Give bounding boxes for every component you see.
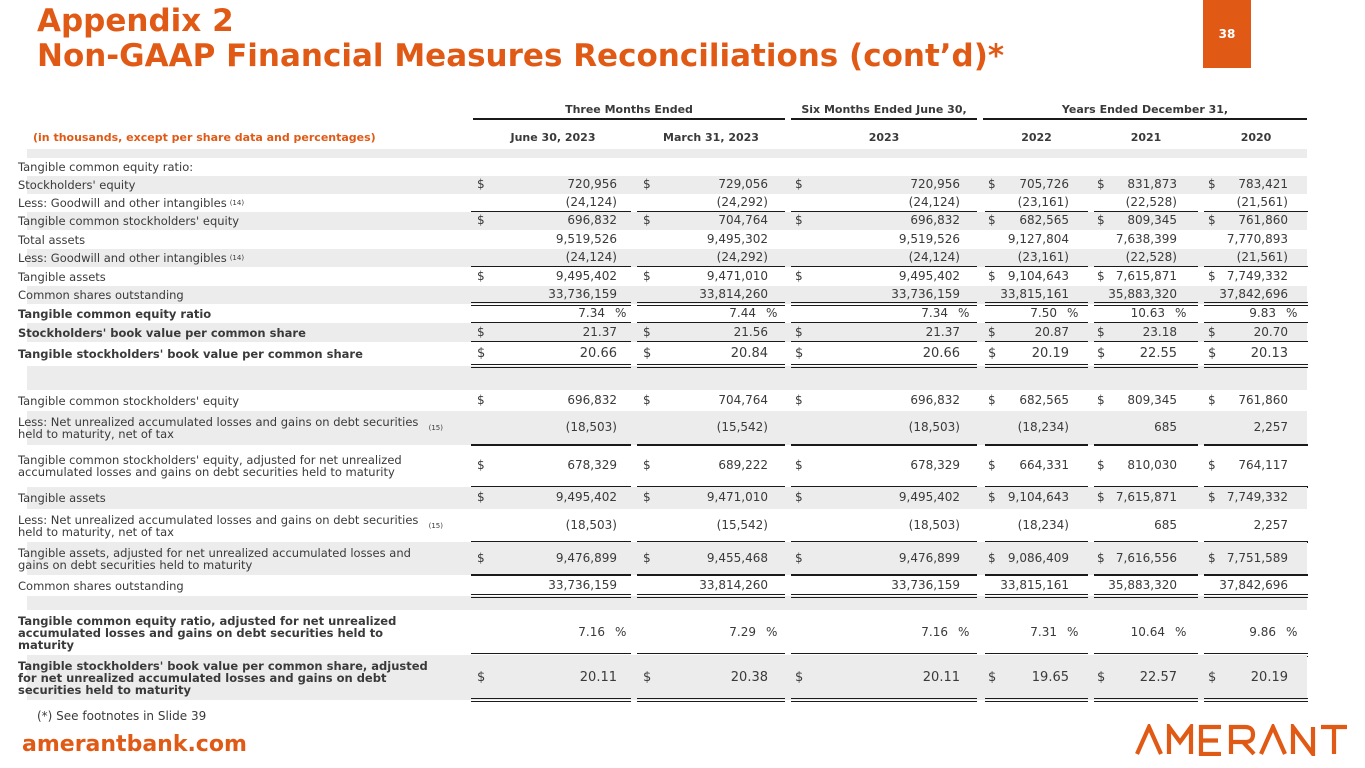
double-underline <box>791 698 977 702</box>
currency-symbol: $ <box>1097 550 1105 565</box>
value-cell: 9.83 <box>1249 306 1276 320</box>
column-header: March 31, 2023 <box>663 131 759 144</box>
currency-symbol: $ <box>1097 669 1106 685</box>
value-cell: 37,842,696 <box>1219 287 1288 301</box>
value-cell: 9,495,402 <box>555 269 617 283</box>
value-cell: 35,883,320 <box>1108 577 1177 592</box>
value-cell: 9,455,468 <box>706 550 768 565</box>
value-cell: 761,860 <box>1238 392 1288 407</box>
page-number-badge: 38 <box>1203 0 1251 68</box>
row-label-text: Less: Net unrealized accumulated losses and gains on debt securities held to maturity, net of tax <box>18 415 419 441</box>
value-cell: 7,770,893 <box>1226 232 1288 246</box>
currency-symbol: $ <box>1097 392 1105 407</box>
double-underline <box>471 698 631 702</box>
row-label-text: Total assets <box>18 233 86 247</box>
row-label <box>18 194 438 212</box>
row-label-text: Tangible common equity ratio <box>18 307 212 321</box>
value-cell: 21.37 <box>582 324 617 339</box>
currency-symbol: $ <box>1208 213 1216 227</box>
row-label-text: Tangible common stockholders' equity <box>18 393 240 408</box>
value-cell: (15,542) <box>716 420 768 434</box>
value-cell: 7,615,871 <box>1115 269 1177 283</box>
website-url[interactable]: amerantbank.com <box>22 732 247 757</box>
value-cell: (23,161) <box>1017 195 1069 209</box>
currency-symbol: $ <box>477 177 485 191</box>
currency-symbol: $ <box>643 392 651 407</box>
currency-symbol: $ <box>643 550 651 565</box>
value-cell: 678,329 <box>567 458 617 472</box>
value-cell: 19.65 <box>1031 669 1069 685</box>
currency-symbol: $ <box>988 550 996 565</box>
value-cell: (22,528) <box>1125 195 1177 209</box>
value-cell: (24,292) <box>716 195 768 209</box>
percent-symbol: % <box>766 306 778 320</box>
currency-symbol: $ <box>1097 324 1105 339</box>
value-cell: 37,842,696 <box>1219 577 1288 592</box>
row-label <box>18 249 438 267</box>
currency-symbol: $ <box>988 458 996 472</box>
footnote: (*) See footnotes in Slide 39 <box>37 709 207 723</box>
value-cell: 7.34 <box>578 306 605 320</box>
currency-symbol: $ <box>477 324 485 339</box>
value-cell: 33,815,161 <box>1000 577 1069 592</box>
column-header: 2022 <box>1021 131 1052 144</box>
currency-symbol: $ <box>988 490 996 504</box>
currency-symbol: $ <box>643 458 651 472</box>
row-label-text: Tangible stockholders' book value per common share <box>18 347 363 361</box>
row-label <box>18 509 443 542</box>
currency-symbol: $ <box>643 346 652 361</box>
currency-symbol: $ <box>1208 392 1216 407</box>
value-cell: 7.29 <box>729 624 756 639</box>
value-cell: 682,565 <box>1019 392 1069 407</box>
currency-symbol: $ <box>988 392 996 407</box>
double-underline <box>1094 698 1198 702</box>
currency-symbol: $ <box>643 269 651 283</box>
row-label <box>18 305 438 323</box>
percent-symbol: % <box>1067 306 1079 320</box>
currency-symbol: $ <box>795 177 803 191</box>
value-cell: 2,257 <box>1253 420 1288 434</box>
value-cell: 33,736,159 <box>548 577 617 592</box>
value-cell: (24,124) <box>908 250 960 264</box>
currency-symbol: $ <box>795 458 803 472</box>
currency-symbol: $ <box>1208 669 1217 685</box>
percent-symbol: % <box>1067 624 1079 639</box>
amerant-logo <box>1135 724 1349 756</box>
value-cell: (21,561) <box>1236 195 1288 209</box>
value-cell: 10.63 <box>1130 306 1165 320</box>
row-spacer <box>27 596 1307 610</box>
double-underline <box>1204 364 1308 368</box>
value-cell: 33,736,159 <box>891 287 960 301</box>
currency-symbol: $ <box>1097 490 1105 504</box>
percent-symbol: % <box>766 624 778 639</box>
currency-symbol: $ <box>795 550 803 565</box>
value-cell: 20.11 <box>922 669 960 685</box>
row-label-text: Tangible assets <box>18 491 106 505</box>
row-label <box>18 286 438 304</box>
value-cell: 696,832 <box>910 392 960 407</box>
column-header: June 30, 2023 <box>510 131 596 144</box>
row-label <box>18 445 443 487</box>
value-cell: 810,030 <box>1127 458 1177 472</box>
row-label <box>18 542 443 575</box>
currency-symbol: $ <box>477 346 486 361</box>
value-cell: (18,503) <box>565 420 617 434</box>
row-label <box>18 655 443 700</box>
value-cell: 809,345 <box>1127 213 1177 227</box>
value-cell: 689,222 <box>718 458 768 472</box>
value-cell: 682,565 <box>1019 213 1069 227</box>
value-cell: 10.64 <box>1130 624 1165 639</box>
value-cell: 7,749,332 <box>1226 490 1288 504</box>
value-cell: (24,124) <box>565 250 617 264</box>
value-cell: 20.87 <box>1034 324 1069 339</box>
currency-symbol: $ <box>1208 346 1217 361</box>
value-cell: 22.57 <box>1139 669 1177 685</box>
currency-symbol: $ <box>1208 458 1216 472</box>
value-cell: 9.86 <box>1249 624 1276 639</box>
percent-symbol: % <box>615 624 627 639</box>
currency-symbol: $ <box>988 346 997 361</box>
row-label <box>18 158 438 176</box>
value-cell: 9,495,402 <box>898 490 960 504</box>
row-label-text: Tangible stockholders' book value per common share, adjusted for net unrealized accumulated losses and gains on debt securities held to maturity <box>18 658 428 697</box>
value-cell: 720,956 <box>910 177 960 191</box>
value-cell: 7,616,556 <box>1115 550 1177 565</box>
row-label <box>18 610 443 655</box>
header-group-years: Years Ended December 31, <box>1061 103 1229 116</box>
row-label <box>18 342 438 366</box>
underline <box>1204 266 1308 267</box>
underline <box>985 266 1088 267</box>
value-cell: 35,883,320 <box>1108 287 1177 301</box>
row-label-text: Tangible assets, adjusted for net unrealized accumulated losses and gains on debt securities held to maturity <box>18 545 411 572</box>
value-cell: 705,726 <box>1019 177 1069 191</box>
value-cell: (22,528) <box>1125 250 1177 264</box>
value-cell: (24,124) <box>565 195 617 209</box>
value-cell: 761,860 <box>1238 213 1288 227</box>
currency-symbol: $ <box>988 669 997 685</box>
value-cell: (24,292) <box>716 250 768 264</box>
value-cell: 9,476,899 <box>898 550 960 565</box>
value-cell: 7.44 <box>729 306 756 320</box>
value-cell: 20.70 <box>1253 324 1288 339</box>
column-header: 2020 <box>1240 131 1272 144</box>
currency-symbol: $ <box>477 669 486 685</box>
footnote-ref: (14) <box>229 199 245 207</box>
double-underline <box>1204 698 1308 702</box>
currency-symbol: $ <box>477 392 485 407</box>
value-cell: 696,832 <box>567 392 617 407</box>
currency-symbol: $ <box>643 213 651 227</box>
row-label <box>18 575 438 596</box>
value-cell: 2,257 <box>1253 517 1288 532</box>
value-cell: 678,329 <box>910 458 960 472</box>
row-spacer <box>27 366 1307 390</box>
value-cell: 21.56 <box>733 324 768 339</box>
value-cell: 33,814,260 <box>699 577 768 592</box>
currency-symbol: $ <box>795 346 804 361</box>
header-group-six-months: Six Months Ended June 30, <box>801 103 967 116</box>
value-cell: 9,495,402 <box>898 269 960 283</box>
row-label-text: Stockholders' book value per common share <box>18 325 306 340</box>
currency-symbol: $ <box>795 324 803 339</box>
double-underline <box>471 364 631 368</box>
currency-symbol: $ <box>795 669 804 685</box>
currency-symbol: $ <box>795 269 803 283</box>
value-cell: 7.16 <box>921 624 948 639</box>
currency-symbol: $ <box>988 324 996 339</box>
value-cell: 664,331 <box>1019 458 1069 472</box>
row-label <box>18 176 438 194</box>
double-underline <box>1094 364 1198 368</box>
value-cell: 20.13 <box>1250 346 1288 361</box>
currency-symbol: $ <box>643 669 652 685</box>
units-label: (in thousands, except per share data and percentages) <box>33 131 376 144</box>
double-underline <box>791 364 977 368</box>
currency-symbol: $ <box>1097 213 1105 227</box>
row-label-text: Stockholders' equity <box>18 178 136 192</box>
currency-symbol: $ <box>1097 269 1105 283</box>
value-cell: 7,615,871 <box>1115 490 1177 504</box>
value-cell: 20.84 <box>730 346 768 361</box>
value-cell: 9,104,643 <box>1007 269 1069 283</box>
value-cell: 23.18 <box>1142 324 1177 339</box>
value-cell: 9,086,409 <box>1007 550 1069 565</box>
currency-symbol: $ <box>1097 177 1105 191</box>
value-cell: 7.31 <box>1030 624 1057 639</box>
column-header: 2021 <box>1130 131 1162 144</box>
row-label <box>18 268 438 286</box>
currency-symbol: $ <box>795 392 803 407</box>
value-cell: 7.50 <box>1030 306 1057 320</box>
value-cell: 809,345 <box>1127 392 1177 407</box>
value-cell: 783,421 <box>1238 177 1288 191</box>
value-cell: 33,736,159 <box>891 577 960 592</box>
value-cell: (15,542) <box>716 517 768 532</box>
double-underline <box>637 594 785 598</box>
value-cell: 20.11 <box>579 669 617 685</box>
value-cell: 685 <box>1154 420 1177 434</box>
currency-symbol: $ <box>988 177 996 191</box>
row-label <box>18 212 438 230</box>
header-rule <box>983 118 1307 120</box>
currency-symbol: $ <box>643 177 651 191</box>
row-label-text: Common shares outstanding <box>18 578 184 593</box>
currency-symbol: $ <box>477 550 485 565</box>
row-label-text: Less: Goodwill and other intangibles <box>18 251 227 265</box>
currency-symbol: $ <box>988 269 996 283</box>
value-cell: 33,814,260 <box>699 287 768 301</box>
row-label <box>18 390 438 411</box>
value-cell: 9,127,804 <box>1007 232 1069 246</box>
underline <box>471 266 631 267</box>
row-label-text: Common shares outstanding <box>18 288 184 302</box>
value-cell: 33,736,159 <box>548 287 617 301</box>
currency-symbol: $ <box>643 324 651 339</box>
value-cell: (18,503) <box>908 420 960 434</box>
value-cell: 33,815,161 <box>1000 287 1069 301</box>
double-underline <box>1094 594 1198 598</box>
value-cell: 20.19 <box>1031 346 1069 361</box>
currency-symbol: $ <box>477 490 485 504</box>
currency-symbol: $ <box>1097 458 1105 472</box>
row-label <box>18 487 438 509</box>
row-label <box>18 323 438 342</box>
header-rule <box>791 118 977 120</box>
value-cell: 7,638,399 <box>1115 232 1177 246</box>
footnote-ref: (14) <box>229 254 245 262</box>
value-cell: 685 <box>1154 517 1177 532</box>
currency-symbol: $ <box>1208 490 1216 504</box>
value-cell: 729,056 <box>718 177 768 191</box>
row-label <box>18 231 438 249</box>
row-label-text: Tangible common equity ratio, adjusted for net unrealized accumulated losses and gains on debt securities held to maturity <box>18 613 397 652</box>
currency-symbol: $ <box>477 213 485 227</box>
value-cell: 704,764 <box>718 392 768 407</box>
row-label <box>18 411 443 445</box>
value-cell: 696,832 <box>910 213 960 227</box>
header-spacer <box>27 149 1307 158</box>
value-cell: 20.38 <box>730 669 768 685</box>
value-cell: 20.66 <box>922 346 960 361</box>
value-cell: 9,519,526 <box>898 232 960 246</box>
value-cell: (18,234) <box>1017 420 1069 434</box>
percent-symbol: % <box>958 624 970 639</box>
currency-symbol: $ <box>477 458 485 472</box>
currency-symbol: $ <box>477 269 485 283</box>
value-cell: 20.19 <box>1250 669 1288 685</box>
value-cell: 20.66 <box>579 346 617 361</box>
row-label-text: Tangible common stockholders' equity <box>18 214 240 228</box>
currency-symbol: $ <box>1208 550 1216 565</box>
value-cell: (21,561) <box>1236 250 1288 264</box>
header-rule <box>473 118 785 120</box>
currency-symbol: $ <box>1097 346 1106 361</box>
value-cell: 9,471,010 <box>706 269 768 283</box>
value-cell: 9,471,010 <box>706 490 768 504</box>
value-cell: (24,124) <box>908 195 960 209</box>
value-cell: 9,519,526 <box>555 232 617 246</box>
percent-symbol: % <box>958 306 970 320</box>
value-cell: (18,503) <box>565 517 617 532</box>
value-cell: 21.37 <box>925 324 960 339</box>
value-cell: 9,476,899 <box>555 550 617 565</box>
double-underline <box>637 364 785 368</box>
row-label-text: Tangible common stockholders' equity, adjusted for net unrealized accumulated losses and gains on debt securities held to maturity <box>18 453 402 479</box>
column-header: 2023 <box>868 131 900 144</box>
currency-symbol: $ <box>643 490 651 504</box>
double-underline <box>791 594 977 598</box>
value-cell: (23,161) <box>1017 250 1069 264</box>
value-cell: 720,956 <box>567 177 617 191</box>
value-cell: 696,832 <box>567 213 617 227</box>
title-line-1: Appendix 2 <box>37 3 234 39</box>
value-cell: 7,749,332 <box>1226 269 1288 283</box>
double-underline <box>471 594 631 598</box>
value-cell: 7,751,589 <box>1226 550 1288 565</box>
row-label-text: Less: Net unrealized accumulated losses and gains on debt securities held to maturity, net of tax <box>18 512 419 539</box>
percent-symbol: % <box>615 306 627 320</box>
percent-symbol: % <box>1175 624 1187 639</box>
percent-symbol: % <box>1286 624 1298 639</box>
value-cell: 9,495,302 <box>706 232 768 246</box>
row-label-text: Tangible common equity ratio: <box>18 160 194 174</box>
currency-symbol: $ <box>795 490 803 504</box>
row-label-text: Less: Goodwill and other intangibles <box>18 196 227 210</box>
page-title <box>37 4 1004 74</box>
currency-symbol: $ <box>795 213 803 227</box>
double-underline <box>637 698 785 702</box>
value-cell: (18,234) <box>1017 517 1069 532</box>
footnote-ref: (15) <box>428 424 443 432</box>
value-cell: 22.55 <box>1139 346 1177 361</box>
value-cell: 831,873 <box>1127 177 1177 191</box>
double-underline <box>985 594 1088 598</box>
currency-symbol: $ <box>1208 324 1216 339</box>
row-label-text: Tangible assets <box>18 270 106 284</box>
value-cell: 7.16 <box>578 624 605 639</box>
double-underline <box>985 364 1088 368</box>
footnote-ref: (15) <box>428 521 443 530</box>
currency-symbol: $ <box>1208 269 1216 283</box>
currency-symbol: $ <box>988 213 996 227</box>
header-group-three-months: Three Months Ended <box>565 103 693 116</box>
underline <box>791 266 977 267</box>
value-cell: 704,764 <box>718 213 768 227</box>
percent-symbol: % <box>1175 306 1187 320</box>
percent-symbol: % <box>1286 306 1298 320</box>
double-underline <box>985 698 1088 702</box>
value-cell: (18,503) <box>908 517 960 532</box>
value-cell: 9,104,643 <box>1007 490 1069 504</box>
value-cell: 9,495,402 <box>555 490 617 504</box>
title-line-2: Non-GAAP Financial Measures Reconciliations (cont’d)* <box>37 38 1005 74</box>
underline <box>637 266 785 267</box>
double-underline <box>1204 594 1308 598</box>
underline <box>1094 266 1198 267</box>
currency-symbol: $ <box>1208 177 1216 191</box>
value-cell: 764,117 <box>1238 458 1288 472</box>
value-cell: 7.34 <box>921 306 948 320</box>
